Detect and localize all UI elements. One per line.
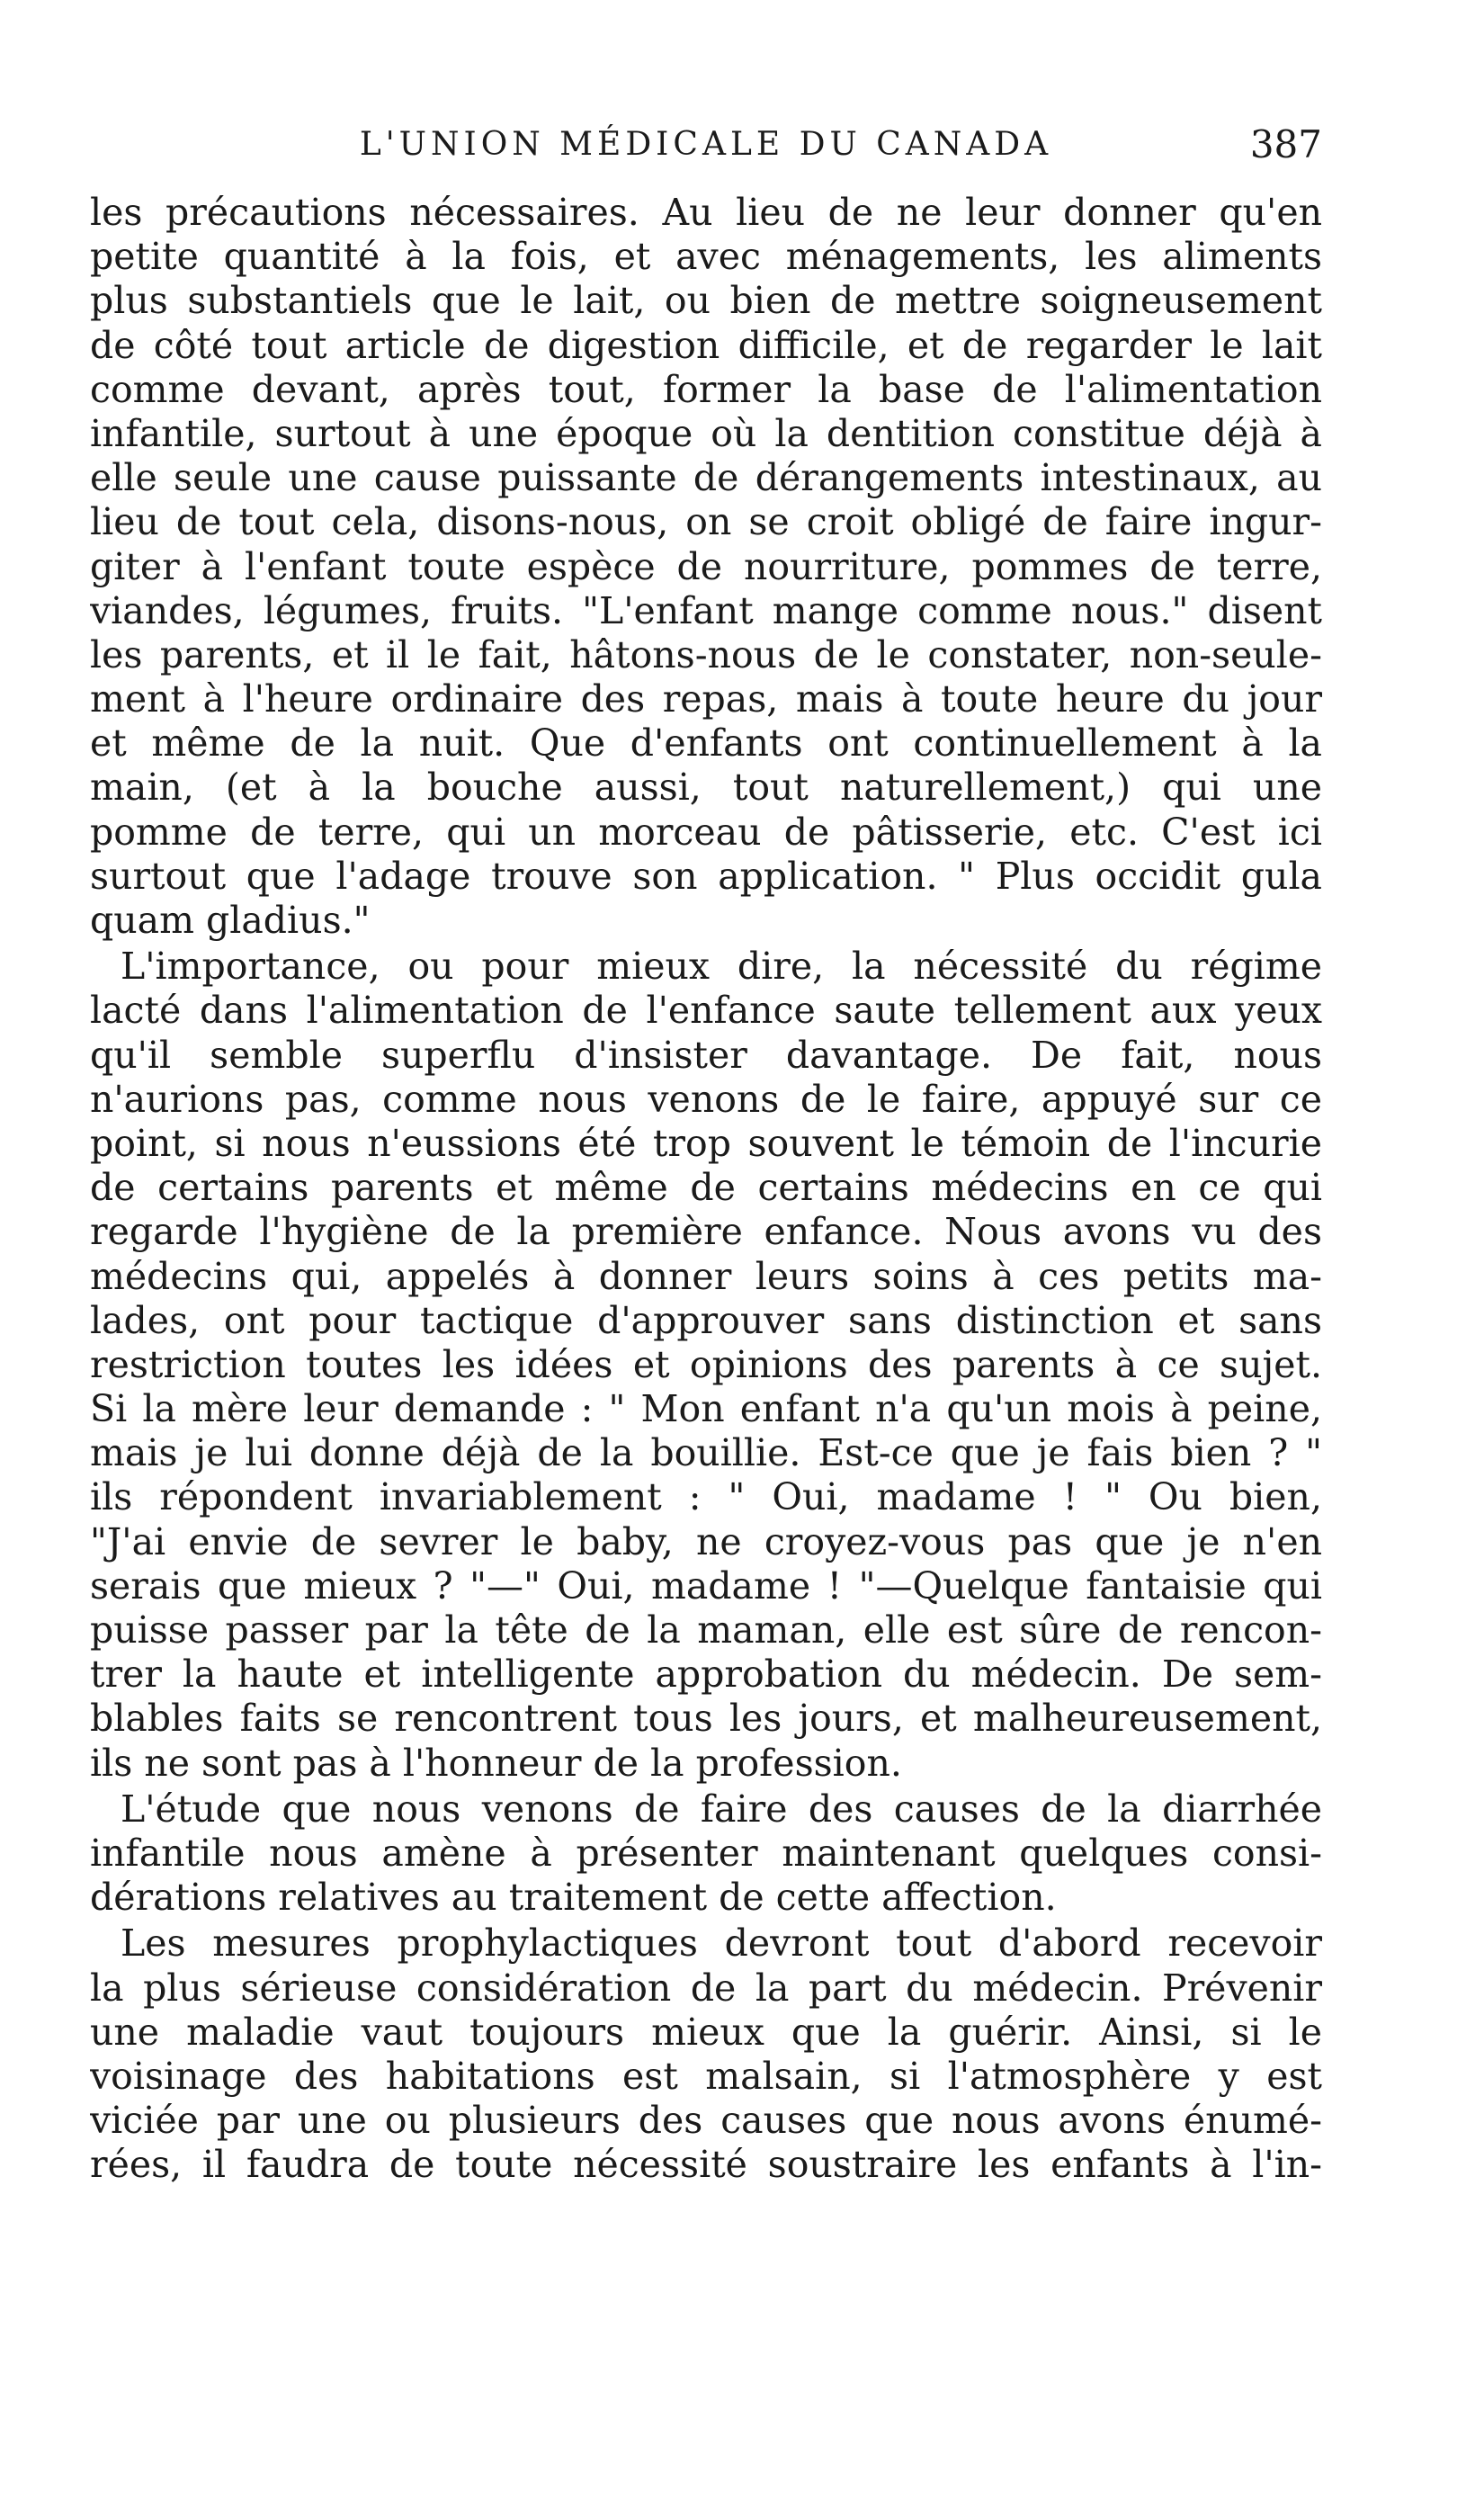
text-line: regarde l'hygiène de la première enfance. Nous avons vu des <box>90 1210 1322 1254</box>
text-line: giter à l'enfant toute espèce de nourriture, pommes de terre, <box>90 544 1322 588</box>
text-line: rées, il faudra de toute nécessité soustraire les enfants à l'in- <box>90 2143 1322 2187</box>
text-line: les précautions nécessaires. Au lieu de ne leur donner qu'en <box>90 191 1322 234</box>
text-line: viciée par une ou plusieurs des causes que nous avons énumé- <box>90 2099 1322 2143</box>
text-line: de côté tout article de digestion difficile, et de regarder le lait <box>90 323 1322 367</box>
text-line: quam gladius." <box>90 899 371 942</box>
paragraph-4 <box>90 1921 1322 2187</box>
paragraph-3 <box>90 1787 1322 1921</box>
text-line: main, (et à la bouche aussi, tout naturellement,) qui une <box>90 766 1322 810</box>
text-line: la plus sérieuse considération de la part du médecin. Prévenir <box>90 1966 1322 2010</box>
text-line: plus substantiels que le lait, ou bien de mettre soigneusement <box>90 279 1322 323</box>
text-line: médecins qui, appelés à donner leurs soins à ces petits ma- <box>90 1254 1322 1298</box>
text-line: lacté dans l'alimentation de l'enfance saute tellement aux yeux <box>90 989 1322 1033</box>
text-line: voisinage des habitations est malsain, si l'atmosphère y est <box>90 2054 1322 2098</box>
text-line: infantile nous amène à présenter maintenant quelques consi- <box>90 1831 1322 1875</box>
text-line: lieu de tout cela, disons-nous, on se croit obligé de faire ingur- <box>90 500 1322 544</box>
text-line: comme devant, après tout, former la base de l'alimentation <box>90 367 1322 411</box>
text-line: L'étude que nous venons de faire des causes de la diarrhée <box>121 1787 1322 1831</box>
page-header <box>90 122 1322 180</box>
text-line: une maladie vaut toujours mieux que la guérir. Ainsi, si le <box>90 2010 1322 2054</box>
text-line: lades, ont pour tactique d'approuver sans distinction et sans <box>90 1298 1322 1342</box>
text-line: ils répondent invariablement : " Oui, madame ! " Ou bien, <box>90 1475 1322 1519</box>
text-line: puisse passer par la tête de la maman, elle est sûre de rencon- <box>90 1608 1322 1652</box>
text-line: petite quantité à la fois, et avec ménagements, les aliments <box>90 235 1322 279</box>
text-line: ment à l'heure ordinaire des repas, mais à toute heure du jour <box>90 677 1322 721</box>
running-title: L'UNION MÉDICALE DU CANADA <box>359 126 1053 163</box>
text-line: les parents, et il le fait, hâtons-nous de le constater, non-seule- <box>90 632 1322 676</box>
page-number: 387 <box>1249 122 1322 166</box>
text-line: Si la mère leur demande : " Mon enfant n'a qu'un mois à peine, <box>90 1387 1322 1431</box>
text-line: blables faits se rencontrent tous les jours, et malheureusement, <box>90 1697 1322 1741</box>
text-line: elle seule une cause puissante de dérangements intestinaux, au <box>90 456 1322 500</box>
text-line: ils ne sont pas à l'honneur de la profession. <box>90 1741 902 1785</box>
text-line: viandes, légumes, fruits. "L'enfant mange comme nous." disent <box>90 588 1322 632</box>
text-line: dérations relatives au traitement de cette affection. <box>90 1876 1057 1920</box>
text-line: serais que mieux ? "—" Oui, madame ! "—Quelque fantaisie qui <box>90 1563 1322 1608</box>
text-line: de certains parents et même de certains médecins en ce qui <box>90 1166 1322 1210</box>
text-line: trer la haute et intelligente approbation du médecin. De sem- <box>90 1653 1322 1697</box>
text-line: et même de la nuit. Que d'enfants ont continuellement à la <box>90 721 1322 766</box>
text-line: mais je lui donne déjà de la bouillie. Est-ce que je fais bien ? " <box>90 1431 1322 1475</box>
text-line: n'aurions pas, comme nous venons de le faire, appuyé sur ce <box>90 1077 1322 1121</box>
body-text <box>90 191 1322 2187</box>
text-line: surtout que l'adage trouve son application. " Plus occidit gula <box>90 854 1322 898</box>
text-line: Les mesures prophylactiques devront tout d'abord recevoir <box>121 1921 1322 1966</box>
text-line: L'importance, ou pour mieux dire, la nécessité du régime <box>121 945 1322 989</box>
text-line: infantile, surtout à une époque où la dentition constitue déjà à <box>90 411 1322 455</box>
text-line: "J'ai envie de sevrer le baby, ne croyez-vous pas que je n'en <box>90 1519 1322 1563</box>
text-line: pomme de terre, qui un morceau de pâtisserie, etc. C'est ici <box>90 810 1322 854</box>
text-line: point, si nous n'eussions été trop souvent le témoin de l'incurie <box>90 1121 1322 1165</box>
text-line: restriction toutes les idées et opinions des parents à ce sujet. <box>90 1342 1322 1386</box>
paragraph-1 <box>90 191 1322 943</box>
text-line: qu'il semble superflu d'insister davantage. De fait, nous <box>90 1033 1322 1077</box>
paragraph-2 <box>90 945 1322 1786</box>
